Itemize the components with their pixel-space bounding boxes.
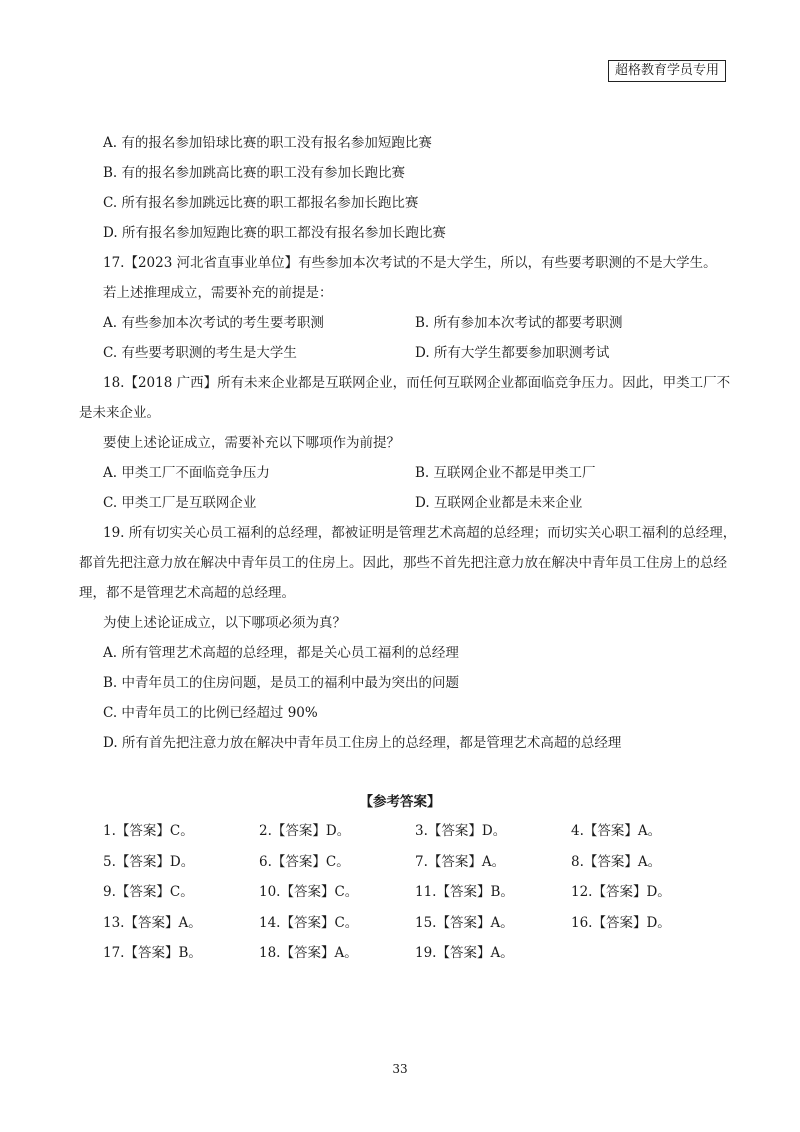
header-stamp: 超格教育学员专用 (608, 60, 726, 82)
answer-item: 9.【答案】C。 (103, 884, 194, 900)
answer-item: 14.【答案】C。 (259, 914, 359, 931)
answer-grid (103, 816, 703, 969)
answer-item: 7.【答案】A。 (415, 853, 506, 870)
answer-item: 6.【答案】C。 (259, 853, 350, 870)
q19-option-d: D. 所有首先把注意力放在解决中青年员工住房上的总经理，都是管理艺术高超的总经理 (103, 735, 622, 751)
page-number: 33 (392, 1062, 408, 1076)
q18-prompt: 要使上述论证成立，需要补充以下哪项作为前提？ (103, 435, 400, 451)
q17-option-d: D. 所有大学生都要参加职测考试 (415, 345, 610, 361)
q18-stem-line2: 是未来企业。 (79, 405, 160, 421)
q19-prompt: 为使上述论证成立，以下哪项必须为真？ (103, 615, 346, 631)
q19-option-c: C. 中青年员工的比例已经超过 90% (103, 705, 318, 721)
q18-option-d: D. 互联网企业都是未来企业 (415, 495, 583, 511)
answers-title: 【参考答案】 (359, 794, 441, 810)
q19-stem-line3: 理，都不是管理艺术高超的总经理。 (79, 585, 295, 601)
q18-options (103, 458, 713, 518)
answer-item: 10.【答案】C。 (259, 884, 359, 900)
q17-option-c: C. 有些要考职测的考生是大学生 (103, 345, 297, 361)
q18-option-b: B. 互联网企业不都是甲类工厂 (415, 465, 596, 481)
answer-item: 1.【答案】C。 (103, 823, 194, 839)
q16-option-c: C. 所有报名参加跳远比赛的职工都报名参加长跑比赛 (103, 195, 419, 211)
q19-stem-line1: 19. 所有切实关心员工福利的总经理，都被证明是管理艺术高超的总经理；而切实关心职工福利的总经理， (103, 525, 737, 541)
q19-option-a: A. 所有管理艺术高超的总经理，都是关心员工福利的总经理 (103, 645, 459, 661)
answer-item: 13.【答案】A。 (103, 914, 202, 931)
q16-option-a: A. 有的报名参加铅球比赛的职工没有报名参加短跑比赛 (103, 135, 432, 151)
answer-item: 2.【答案】D。 (259, 823, 351, 839)
q17-option-b: B. 所有参加本次考试的都要考职测 (415, 315, 623, 331)
answer-item: 15.【答案】A。 (415, 914, 514, 931)
answer-item: 11.【答案】B。 (415, 884, 514, 900)
answer-item: 5.【答案】D。 (103, 853, 195, 870)
question-content (79, 128, 737, 758)
q19-stem-line2: 都首先把注意力放在解决中青年员工的住房上。因此，那些不首先把注意力放在解决中青年员工住房上的总经 (79, 555, 727, 571)
answer-item: 16.【答案】D。 (571, 914, 671, 931)
q17-option-a: A. 有些参加本次考试的考生要考职测 (103, 315, 324, 331)
q17-prompt: 若上述推理成立，需要补充的前提是： (103, 285, 333, 301)
answer-item: 3.【答案】D。 (415, 823, 507, 839)
q18-stem-line1: 18.【2018 广西】所有未来企业都是互联网企业，而任何互联网企业都面临竞争压力。因此，甲类工厂不 (103, 375, 731, 391)
q18-option-c: C. 甲类工厂是互联网企业 (103, 495, 257, 511)
answer-item: 19.【答案】A。 (415, 945, 514, 961)
answer-item: 12.【答案】D。 (571, 884, 671, 900)
answer-item: 8.【答案】A。 (571, 853, 662, 870)
answer-item: 17.【答案】B。 (103, 945, 202, 961)
q18-option-a: A. 甲类工厂不面临竞争压力 (103, 465, 270, 481)
q19-option-b: B. 中青年员工的住房问题，是员工的福利中最为突出的问题 (103, 675, 460, 691)
q16-option-d: D. 所有报名参加短跑比赛的职工都没有报名参加长跑比赛 (103, 225, 446, 241)
q17-options (103, 308, 713, 368)
answer-item: 18.【答案】A。 (259, 945, 358, 961)
q16-option-b: B. 有的报名参加跳高比赛的职工没有参加长跑比赛 (103, 165, 406, 181)
answer-item: 4.【答案】A。 (571, 823, 662, 839)
q17-stem: 17.【2023 河北省直事业单位】有些参加本次考试的不是大学生，所以，有些要考职测的不是大学生。 (103, 255, 717, 271)
